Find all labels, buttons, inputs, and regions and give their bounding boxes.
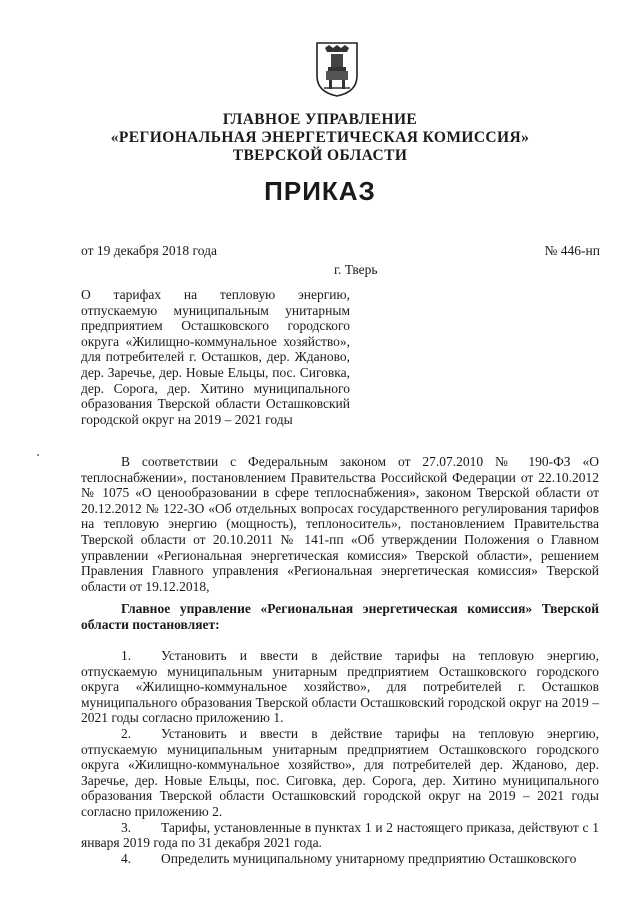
item-text: Установить и ввести в действие тарифы на тепловую энергию, отпускаемую муниципальным унитарным предприятием Осташковского городского округа «Жилищно-коммунальное хозяйство», для потребителей дер. Жданово, дер. Заречье, дер. Новые Ельцы, пос. Сиговка, дер. Сорога, дер. Хитино муниципального образования Тверской области Осташковский городской округ на 2019 – 2021 годы согласно приложению 2.	[81, 725, 599, 819]
item-text: Определить муниципальному унитарному предприятию Осташковского	[161, 850, 577, 866]
item-number: 1.	[121, 648, 132, 663]
document-number: № 446-нп	[544, 243, 600, 258]
item-number: 3.	[121, 819, 132, 835]
coat-of-arms-icon	[314, 40, 360, 98]
order-item	[81, 820, 599, 851]
item-text: Тарифы, установленные в пунктах 1 и 2 настоящего приказа, действуют с 1 января 2019 года по 31 декабря 2021 года.	[81, 819, 599, 851]
document-city: г. Тверь	[334, 262, 378, 277]
scan-artifact	[37, 454, 39, 456]
item-number: 4.	[121, 850, 132, 866]
order-item	[81, 851, 599, 867]
item-number: 2.	[121, 725, 132, 741]
order-items	[81, 648, 599, 866]
document-subject: О тарифах на тепловую энергию, отпускаемую муниципальным унитарным предприятием Осташковского городского округа «Жилищно-коммунальное хозяйство», для потребителей г. Осташков, дер. Жданово, дер. Заречье, дер. Новые Ельцы, пос. Сиговка, дер. Сорога, дер. Хитино муниципального образования Тверской области Осташковский городской округ на 2019 – 2021 годы	[81, 287, 350, 427]
document-date: от 19 декабря 2018 года	[81, 243, 217, 258]
authority-name-line-3: ТВЕРСКОЙ ОБЛАСТИ	[232, 147, 408, 164]
item-text: Установить и ввести в действие тарифы на тепловую энергию, отпускаемую муниципальным унитарным предприятием Осташковского городского округа «Жилищно-коммунальное хозяйство», для потребителей г. Осташков муниципального образования Тверской области Осташковский городской округ на 2019 – 2021 годы согласно приложению 1.	[81, 648, 599, 726]
authority-name-line-2: «РЕГИОНАЛЬНАЯ ЭНЕРГЕТИЧЕСКАЯ КОМИССИЯ»	[110, 129, 530, 146]
authority-name-line-1: ГЛАВНОЕ УПРАВЛЕНИЕ	[222, 111, 418, 128]
document-type-title: ПРИКАЗ	[264, 176, 376, 206]
resolution-clause: Главное управление «Региональная энергетическая комиссия» Тверской области постановляет:	[81, 601, 599, 632]
order-item	[81, 726, 599, 820]
preamble-paragraph: В соответствии с Федеральным законом от 27.07.2010 № 190-ФЗ «О теплоснабжении», постановлением Правительства Российской Федерации от 22.10.2012 № 1075 «О ценообразовании в сфере теплоснабжения», законом Тверской области от 20.12.2012 № 122-ЗО «Об отдельных вопросах государственного регулирования тарифов на тепловую энергию (мощность), теплоноситель», постановлением Правительства Тверской области от 20.10.2011 № 141-пп «Об утверждении Положения о Главном управлении «Региональная энергетическая комиссия» Тверской области», решением Правления Главного управления «Региональная энергетическая комиссия» Тверской области от 19.12.2018,	[81, 454, 599, 594]
order-item	[81, 648, 599, 726]
